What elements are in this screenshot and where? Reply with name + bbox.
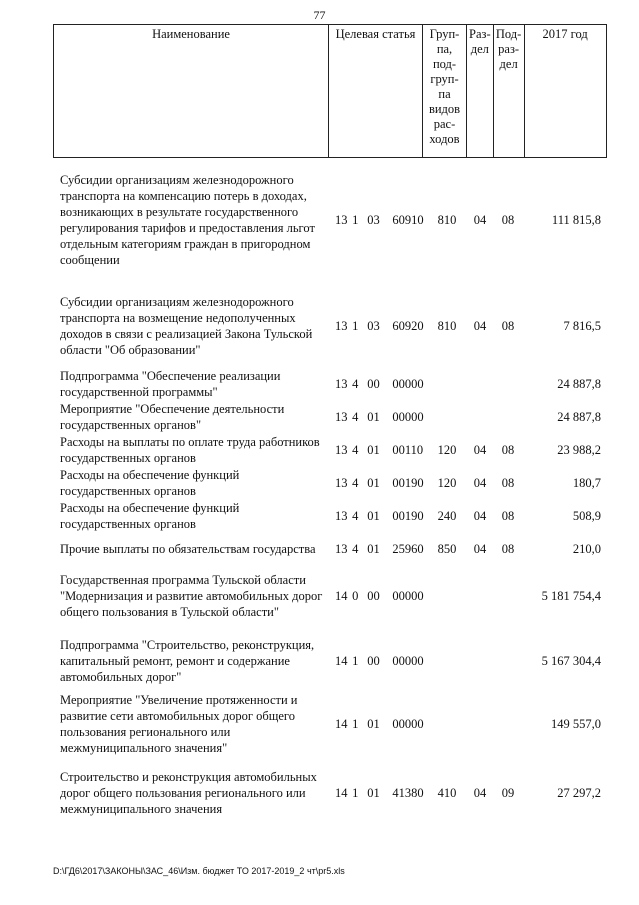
code-direction: 00190 [392, 509, 424, 523]
code-direction: 00000 [392, 377, 424, 391]
row-group: 240 [437, 509, 457, 523]
row-group: 810 [437, 213, 457, 227]
code-subprogram: 4 [352, 443, 359, 457]
code-event: 01 [367, 717, 380, 731]
row-amount: 210,0 [572, 542, 601, 556]
row-razdel: 04 [473, 542, 487, 556]
code-event: 03 [367, 213, 380, 227]
page-number: 77 [313, 8, 326, 22]
code-subprogram: 4 [352, 410, 359, 424]
code-program: 13 [335, 319, 348, 333]
row-name: Субсидии организациям железнодорожного транспорта на возмещение недополученных доходов в связи с реализацией Закона Тульской области "Об образовании" [60, 295, 313, 357]
row-group: 120 [437, 443, 457, 457]
code-direction: 25960 [392, 542, 424, 556]
header-group: Груп- па, под- груп- па видов рас- ходов [423, 25, 467, 158]
row-group: 120 [437, 476, 457, 490]
row-amount: 508,9 [572, 509, 601, 523]
code-event: 03 [367, 319, 380, 333]
code-event: 01 [367, 509, 380, 523]
code-program: 13 [335, 542, 348, 556]
code-program: 13 [335, 443, 348, 457]
code-program: 14 [335, 589, 348, 603]
code-subprogram: 0 [352, 589, 359, 603]
row-podrazdel: 08 [501, 319, 515, 333]
code-direction: 00110 [392, 443, 424, 457]
code-direction: 60910 [392, 213, 424, 227]
row-code [335, 785, 430, 801]
code-program: 14 [335, 654, 348, 668]
row-podrazdel: 08 [501, 542, 515, 556]
row-podrazdel: 08 [501, 443, 515, 457]
code-subprogram: 1 [352, 717, 359, 731]
code-event: 00 [367, 589, 380, 603]
row-amount: 27 297,2 [557, 786, 601, 800]
row-amount: 24 887,8 [557, 410, 601, 424]
row-code [335, 653, 430, 669]
code-direction: 00000 [392, 410, 424, 424]
row-code [335, 588, 430, 604]
code-program: 14 [335, 786, 348, 800]
row-amount: 24 887,8 [557, 377, 601, 391]
row-razdel: 04 [473, 319, 487, 333]
code-direction: 00000 [392, 717, 424, 731]
row-name: Подпрограмма "Строительство, реконструкция, капитальный ремонт, ремонт и содержание автомобильных дорог" [60, 638, 315, 684]
code-subprogram: 1 [352, 213, 359, 227]
row-amount: 5 181 754,4 [541, 589, 601, 603]
row-code [335, 475, 430, 491]
row-podrazdel: 08 [501, 509, 515, 523]
header-target: Целевая статья [329, 25, 423, 158]
row-code [335, 541, 430, 557]
row-code [335, 212, 430, 228]
code-subprogram: 4 [352, 509, 359, 523]
row-group: 810 [437, 319, 457, 333]
row-razdel: 04 [473, 476, 487, 490]
code-subprogram: 1 [352, 319, 359, 333]
code-direction: 60920 [392, 319, 424, 333]
row-amount: 23 988,2 [557, 443, 601, 457]
row-name: Мероприятие "Увеличение протяженности и развитие сети автомобильных дорог общего пользования регионального или межмуниципального значения" [60, 693, 298, 755]
row-name: Субсидии организациям железнодорожного транспорта на компенсацию потерь в доходах, возникающих в результате государственного регулирования тарифов и предоставления льгот отдельным категориям граждан в пригородном сообщении [60, 173, 315, 267]
code-direction: 41380 [392, 786, 424, 800]
row-podrazdel: 08 [501, 213, 515, 227]
code-program: 13 [335, 476, 348, 490]
code-direction: 00000 [392, 654, 424, 668]
row-amount: 180,7 [572, 476, 601, 490]
row-name: Государственная программа Тульской области "Модернизация и развитие автомобильных дорог общего пользования в Тульской области" [60, 573, 323, 619]
row-code [335, 442, 430, 458]
file-path-footer: D:\ГД6\2017\ЗАКОНЫ\ЗАС_46\Изм. бюджет ТО 2017-2019_2 чт\pr5.xls [53, 866, 345, 876]
row-razdel: 04 [473, 213, 487, 227]
code-event: 00 [367, 377, 380, 391]
row-code [335, 716, 430, 732]
row-razdel: 04 [473, 786, 487, 800]
code-program: 13 [335, 410, 348, 424]
row-code [335, 318, 430, 334]
header-name: Наименование [54, 25, 329, 158]
code-direction: 00190 [392, 476, 424, 490]
row-podrazdel: 08 [501, 476, 515, 490]
row-amount: 7 816,5 [563, 319, 601, 333]
code-event: 01 [367, 476, 380, 490]
code-direction: 00000 [392, 589, 424, 603]
code-subprogram: 4 [352, 476, 359, 490]
code-subprogram: 1 [352, 654, 359, 668]
row-code [335, 508, 430, 524]
code-subprogram: 4 [352, 377, 359, 391]
row-razdel: 04 [473, 509, 487, 523]
code-event: 01 [367, 410, 380, 424]
code-subprogram: 4 [352, 542, 359, 556]
code-event: 01 [367, 542, 380, 556]
code-program: 14 [335, 717, 348, 731]
code-event: 00 [367, 654, 380, 668]
row-code [335, 409, 430, 425]
row-name: Строительство и реконструкция автомобильных дорог общего пользования регионального или межмуниципального значения [60, 770, 317, 816]
row-name: Расходы на выплаты по оплате труда работников государственных органов [60, 435, 320, 465]
row-name: Расходы на обеспечение функций государственных органов [60, 468, 240, 498]
code-event: 01 [367, 443, 380, 457]
table-header [53, 24, 607, 158]
row-group: 410 [437, 786, 457, 800]
header-podrazdel: Под- раз- дел [493, 25, 524, 158]
row-name: Мероприятие "Обеспечение деятельности государственных органов" [60, 402, 285, 432]
row-amount: 149 557,0 [551, 717, 601, 731]
code-program: 13 [335, 213, 348, 227]
code-event: 01 [367, 786, 380, 800]
row-code [335, 376, 430, 392]
code-subprogram: 1 [352, 786, 359, 800]
row-name: Прочие выплаты по обязательствам государства [60, 542, 316, 556]
row-amount: 111 815,8 [551, 213, 601, 227]
code-program: 13 [335, 377, 348, 391]
row-name: Расходы на обеспечение функций государственных органов [60, 501, 240, 531]
row-razdel: 04 [473, 443, 487, 457]
code-program: 13 [335, 509, 348, 523]
header-razdel: Раз- дел [467, 25, 494, 158]
row-name: Подпрограмма "Обеспечение реализации государственной программы" [60, 369, 281, 399]
row-amount: 5 167 304,4 [541, 654, 601, 668]
header-year: 2017 год [524, 25, 606, 158]
row-podrazdel: 09 [501, 786, 515, 800]
row-group: 850 [437, 542, 457, 556]
